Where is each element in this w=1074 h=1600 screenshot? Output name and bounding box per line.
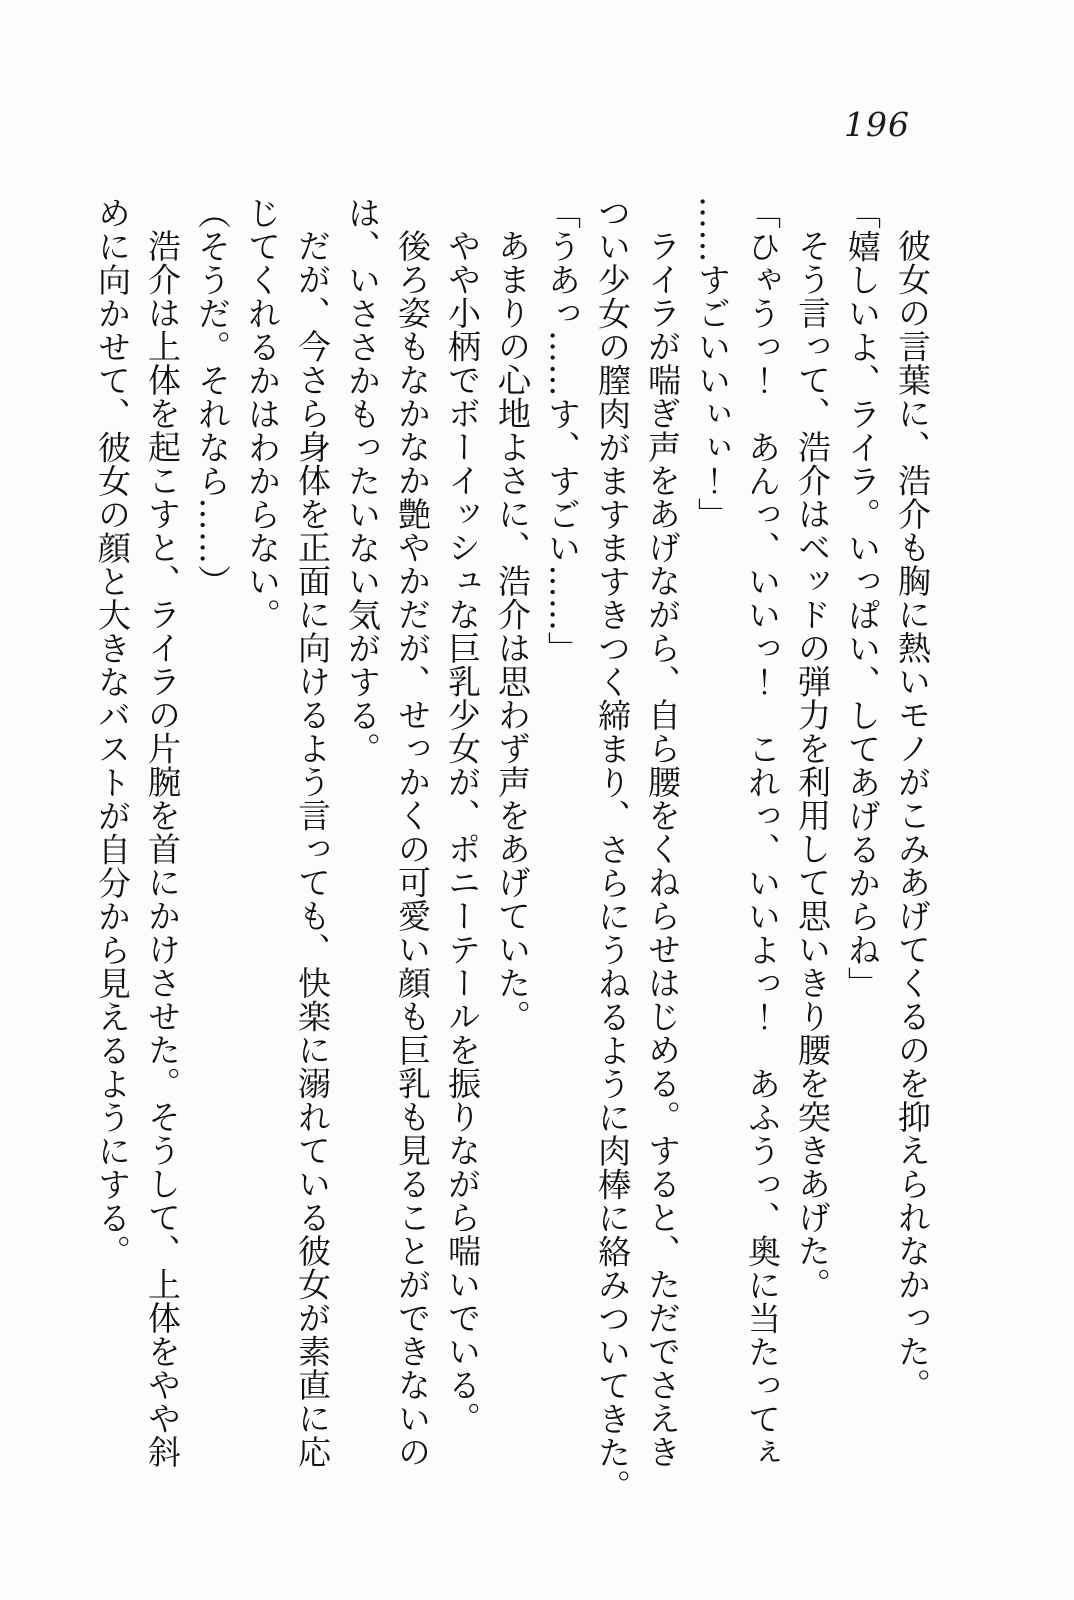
text-line: 後ろ姿もなかなか艶やかだが、せっかくの可愛い顔も巨乳も見ることができないの [393,229,432,1469]
text-line: ……すごいいぃぃ！」 [693,196,732,531]
text-block [87,196,937,1503]
text-line: つい少女の膣肉がますますきつく締まり、さらにうねるように肉棒に絡みついてきた。 [593,196,632,1503]
text-line: じてくれるかはわからない。 [243,196,282,632]
text-line: あまりの心地よさに、浩介は思わず声をあげていた。 [493,229,532,1033]
text-line: ライラが喘ぎ声をあげながら、自ら腰をくねらせはじめる。すると、ただでさえき [643,229,682,1469]
text-line: やや小柄でボーイッシュな巨乳少女が、ポニーテールを振りながら喘いでいる。 [443,229,482,1435]
text-line: 「ひゃうっ！ あんっ、いいっ！ これっ、いいよっ！ あふうっ、奥に当たってぇ [743,196,782,1469]
text-line: は、いささかもったいない気がする。 [343,196,382,766]
text-line: （そうだ。それなら……） [193,196,232,598]
text-line: そう言って、浩介はベッドの弾力を利用して思いきり腰を突きあげた。 [793,229,832,1301]
text-line: 「嬉しいよ、ライラ。いっぱい、してあげるからね」 [843,196,882,1000]
text-line: だが、今さら身体を正面に向けるよう言っても、快楽に溺れている彼女が素直に応 [293,229,332,1469]
text-line: 浩介は上体を起こすと、ライラの片腕を首にかけさせた。そうして、上体をやや斜 [143,229,182,1469]
text-line: 彼女の言葉に、浩介も胸に熱いモノがこみあげてくるのを抑えられなかった。 [893,229,932,1402]
text-line: めに向かせて、彼女の顔と大きなバストが自分から見えるようにする。 [93,196,132,1268]
page-number: 196 [844,105,910,144]
text-line: 「うあっ……す、すごい……」 [543,196,582,665]
